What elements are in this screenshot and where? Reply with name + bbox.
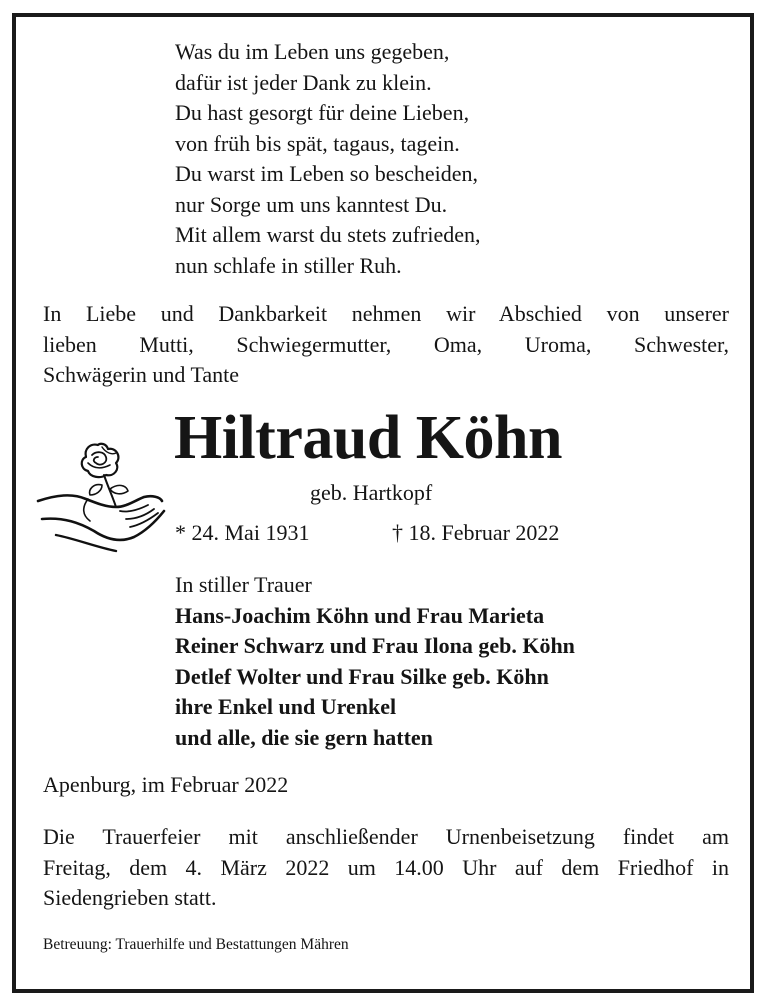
poem-line: von früh bis spät, tagaus, tagein. xyxy=(175,130,460,156)
mourners-heading: In stiller Trauer xyxy=(175,572,312,597)
mourner-name: Detlef Wolter und Frau Silke geb. Köhn xyxy=(175,663,549,689)
poem-line: nur Sorge um uns kanntest Du. xyxy=(175,191,448,217)
intro-line: lieben Mutti, Schwiegermutter, Oma, Uroma, Schwester, xyxy=(43,331,729,357)
ceremony-notice xyxy=(43,822,729,914)
ceremony-line: Die Trauerfeier mit anschließender Urnenbeisetzung findet am xyxy=(43,824,729,849)
mourners-block xyxy=(175,570,575,753)
ceremony-line: Siedengrieben statt. xyxy=(43,885,217,910)
maiden-name: geb. Hartkopf xyxy=(310,480,433,505)
death-date: † 18. Februar 2022 xyxy=(392,520,560,545)
funeral-service-credit: Betreuung: Trauerhilfe und Bestattungen Mähren xyxy=(43,936,349,953)
mourner-name: und alle, die sie gern hatten xyxy=(175,724,433,750)
poem-line: Mit allem warst du stets zufrieden, xyxy=(175,222,481,247)
intro-text xyxy=(43,299,729,391)
poem-line: nun schlafe in stiller Ruh. xyxy=(175,252,402,278)
poem-line: Was du im Leben uns gegeben, xyxy=(175,39,450,64)
poem-line: Du hast gesorgt für deine Lieben, xyxy=(175,100,470,125)
ceremony-line: Freitag, dem 4. März 2022 um 14.00 Uhr auf dem Friedhof in xyxy=(43,854,729,880)
mourner-name: ihre Enkel und Urenkel xyxy=(175,694,397,719)
intro-line: Schwägerin und Tante xyxy=(43,362,240,387)
place-date: Apenburg, im Februar 2022 xyxy=(43,772,289,797)
obituary-frame xyxy=(12,13,754,993)
mourner-name: Hans-Joachim Köhn und Frau Marieta xyxy=(175,602,545,628)
deceased-name: Hiltraud Köhn xyxy=(174,404,562,472)
poem xyxy=(175,37,480,281)
birth-date: * 24. Mai 1931 xyxy=(175,520,310,545)
poem-line: Du warst im Leben so bescheiden, xyxy=(175,161,479,186)
intro-line: In Liebe und Dankbarkeit nehmen wir Abschied von unserer xyxy=(43,301,729,326)
poem-line: dafür ist jeder Dank zu klein. xyxy=(175,69,432,95)
rose-in-hands-icon xyxy=(36,435,176,553)
mourner-name: Reiner Schwarz und Frau Ilona geb. Köhn xyxy=(175,633,575,658)
